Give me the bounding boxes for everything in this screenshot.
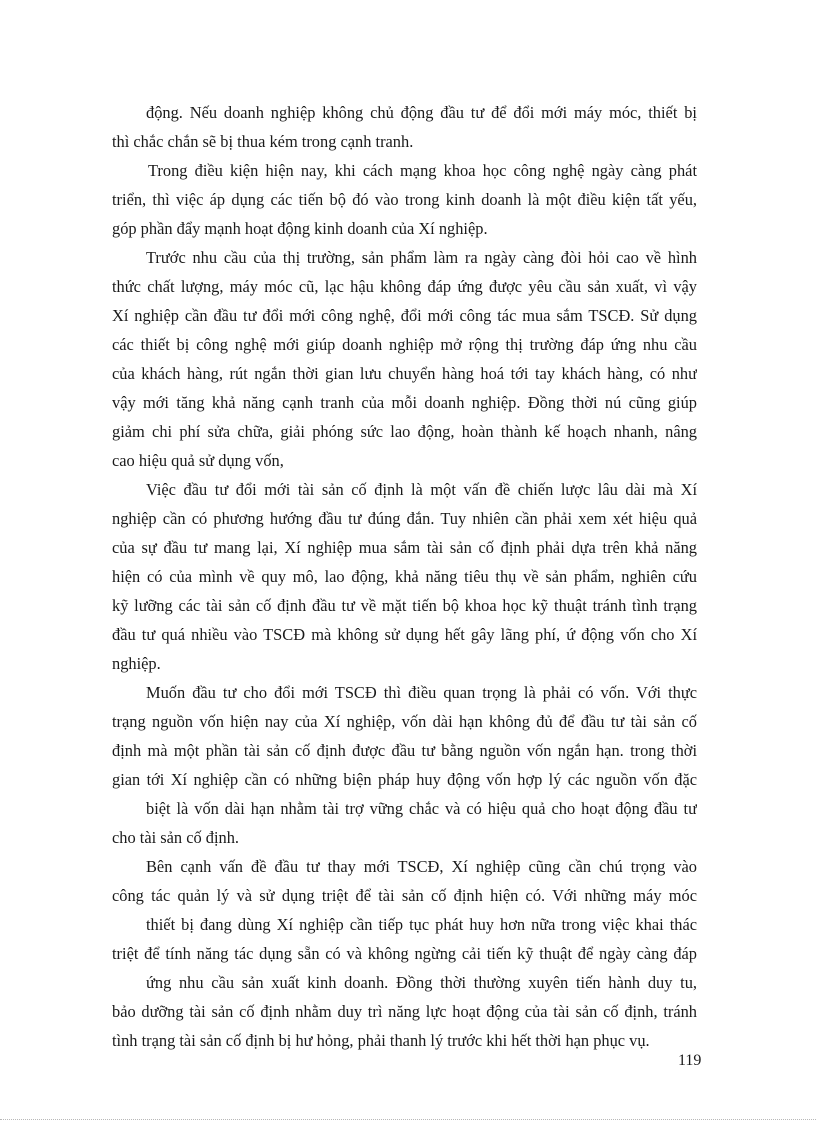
text-line: hiện có của mình về quy mô, lao động, khả năng tiêu thụ về sản phẩm, nghiên cứu: [112, 567, 697, 586]
text-line: Muốn đầu tư cho đổi mới TSCĐ thì điều quan trọng là phải có vốn. Với thực: [146, 683, 697, 702]
text-line: nghiệp.: [112, 654, 161, 673]
text-line: công tác quản lý và sử dụng triệt để tài sản cố định hiện có. Với những máy móc: [112, 886, 697, 905]
paragraph-3: [112, 243, 697, 475]
text-line: gian tới Xí nghiệp cần có những biện pháp huy động vốn hợp lý các nguồn vốn đặc: [112, 770, 697, 789]
text-line: động. Nếu doanh nghiệp không chủ động đầu tư để đổi mới máy móc, thiết bị: [146, 103, 697, 122]
paragraph-4: [112, 475, 697, 678]
text-line: cho tài sản cố định.: [112, 828, 239, 847]
paragraph-6: [112, 852, 697, 1055]
text-line: của khách hàng, rút ngắn thời gian lưu chuyển hàng hoá tới tay khách hàng, có như: [112, 364, 697, 383]
text-line: ứng nhu cầu sản xuất kinh doanh. Đồng thời thường xuyên tiến hành duy tu,: [146, 973, 697, 992]
paragraph-1: [112, 98, 697, 156]
text-line: Trước nhu cầu của thị trường, sản phẩm làm ra ngày càng đòi hỏi cao về hình: [146, 248, 697, 267]
text-line: thì chắc chắn sẽ bị thua kém trong cạnh tranh.: [112, 132, 414, 151]
text-line: triệt để tính năng tác dụng sẵn có và không ngừng cải tiến kỹ thuật để ngày càng đáp: [112, 944, 697, 963]
text-line: Việc đầu tư đổi mới tài sản cố định là một vấn đề chiến lược lâu dài mà Xí: [146, 480, 697, 499]
text-line: Trong điều kiện hiện nay, khi cách mạng khoa học công nghệ ngày càng phát: [148, 161, 697, 180]
text-line: thiết bị đang dùng Xí nghiệp cần tiếp tục phát huy hơn nữa trong việc khai thác: [146, 915, 697, 934]
paragraph-2: [112, 156, 697, 243]
text-line: đầu tư quá nhiều vào TSCĐ mà không sử dụng hết gây lãng phí, ứ động vốn cho Xí: [112, 625, 697, 644]
text-line: nghiệp cần có phương hướng đầu tư đúng đắn. Tuy nhiên cần phải xem xét hiệu quả: [112, 509, 697, 528]
page-footer-divider: [0, 1119, 816, 1120]
page-number: 119: [678, 1052, 702, 1069]
text-line: bảo dưỡng tài sản cố định nhằm duy trì năng lực hoạt động của tài sản cố định, tránh: [112, 1002, 697, 1021]
text-line: góp phần đẩy mạnh hoạt động kinh doanh của Xí nghiệp.: [112, 219, 488, 238]
text-line: triển, thì việc áp dụng các tiến bộ đó vào trong kinh doanh là một điều kiện tất yếu,: [112, 190, 697, 209]
text-line: cao hiệu quả sử dụng vốn,: [112, 451, 284, 470]
text-line: tình trạng tài sản cố định bị hư hỏng, phải thanh lý trước khi hết thời hạn phục vụ.: [112, 1031, 650, 1050]
text-line: thức chất lượng, máy móc cũ, lạc hậu không đáp ứng được yêu cầu sản xuất, vì vậy: [112, 277, 697, 296]
text-line: trạng nguồn vốn hiện nay của Xí nghiệp, vốn dài hạn không đủ để đầu tư tài sản cố: [112, 712, 697, 731]
paragraph-5: [112, 678, 697, 852]
text-line: biệt là vốn dài hạn nhằm tài trợ vững chắc và có hiệu quả cho hoạt động đầu tư: [146, 799, 697, 818]
text-line: Bên cạnh vấn đề đầu tư thay mới TSCĐ, Xí nghiệp cũng cần chú trọng vào: [146, 857, 697, 876]
text-line: vậy mới tăng khả năng cạnh tranh của mỗi doanh nghiệp. Đồng thời nú cũng giúp: [112, 393, 697, 412]
text-line: kỹ lưỡng các tài sản cố định đầu tư về mặt tiến bộ khoa học kỹ thuật tránh tình trạng: [112, 596, 697, 615]
text-line: định mà một phần tài sản cố định được đầu tư bằng nguồn vốn ngắn hạn. trong thời: [112, 741, 697, 760]
document-body: [112, 98, 697, 1055]
text-line: của sự đầu tư mang lại, Xí nghiệp mua sắm tài sản cố định phải dựa trên khả năng: [112, 538, 697, 557]
text-line: Xí nghiệp cần đầu tư đổi mới công nghệ, đổi mới công tác mua sắm TSCĐ. Sử dụng: [112, 306, 697, 325]
text-line: giảm chi phí sửa chữa, giải phóng sức lao động, hoàn thành kế hoạch nhanh, nâng: [112, 422, 697, 441]
text-line: các thiết bị công nghệ mới giúp doanh nghiệp mở rộng thị trường đáp ứng nhu cầu: [112, 335, 697, 354]
